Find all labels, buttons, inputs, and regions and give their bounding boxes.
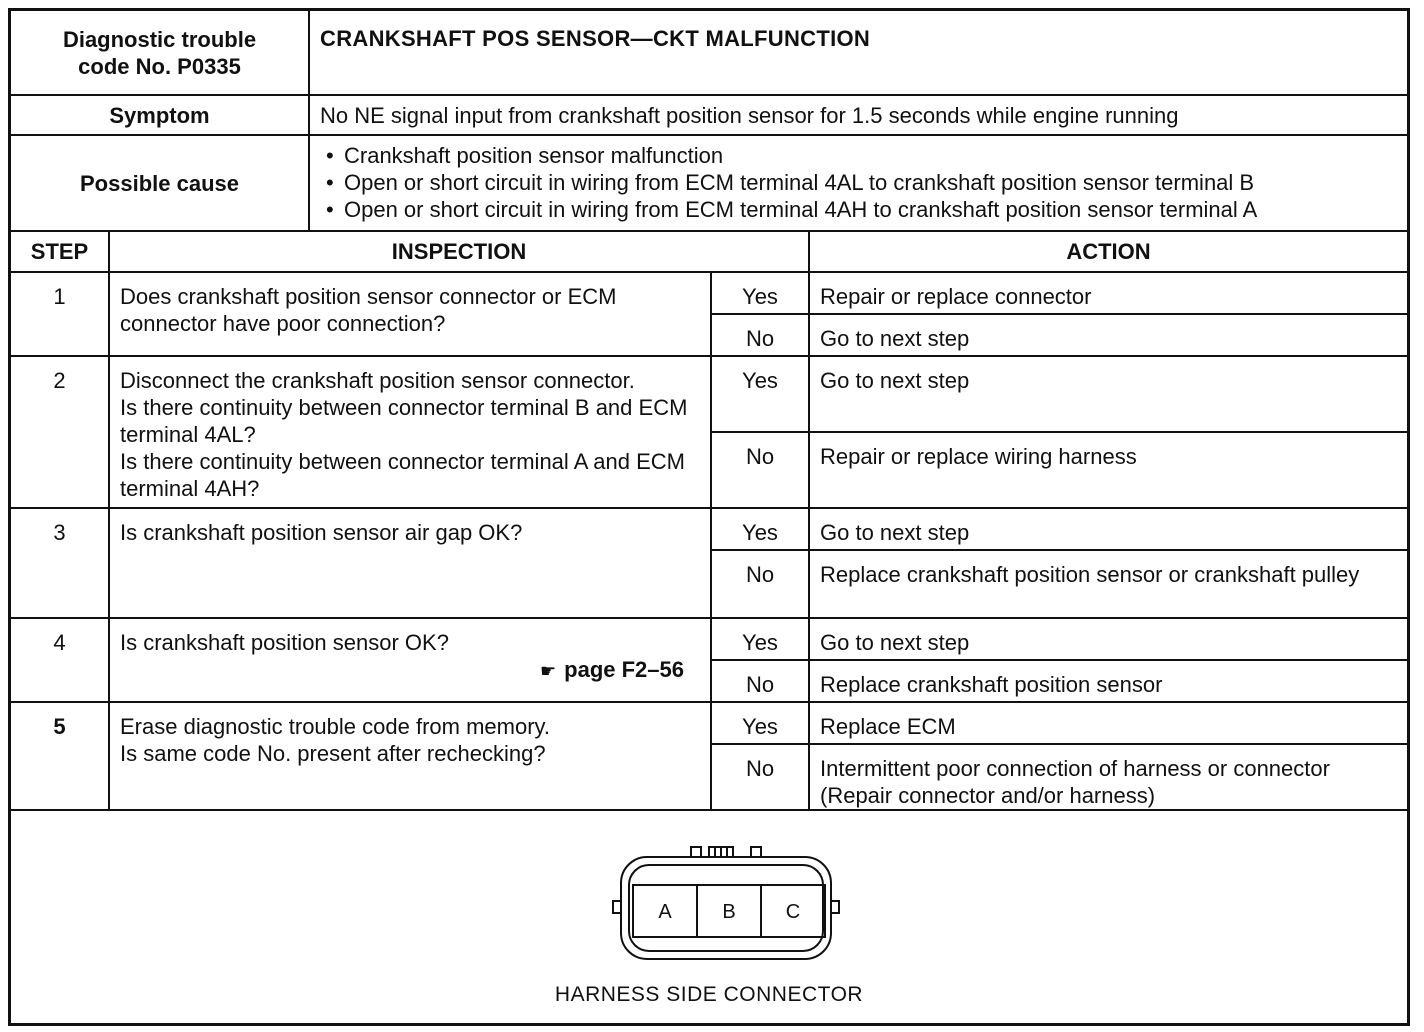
inspection-text [109,702,711,810]
yes-label: Yes [711,618,809,660]
no-label: No [711,744,809,810]
connector-side-lug [613,901,621,913]
no-action: Go to next step [809,314,1407,356]
terminal-label-a: A [658,901,672,923]
table-row [11,702,1407,744]
cause-item: • Crankshaft position sensor malfunction [320,142,1397,169]
step-number: 4 [11,618,109,702]
table-row [11,272,1407,314]
table-row [11,356,1407,432]
connector-side-lug [831,901,839,913]
yes-action: Repair or replace connector [809,272,1407,314]
yes-label: Yes [711,356,809,432]
cause-list [310,136,1407,223]
symptom-label: Symptom [11,95,309,135]
inspection-line: Is there continuity between connector terminal A and ECM terminal 4AH? [120,449,685,501]
connector-tab [751,847,761,857]
connector-figure [11,809,1407,1023]
table-row [11,618,1407,660]
column-header-step: STEP [11,232,109,272]
inspection-line: Erase diagnostic trouble code from memory. [120,714,550,739]
inspection-line: Is there continuity between connector terminal B and ECM terminal 4AL? [120,395,688,447]
yes-action: Go to next step [809,618,1407,660]
inspection-text: Is crankshaft position sensor air gap OK? [109,508,711,618]
inspection-table [11,232,1407,811]
yes-action: Go to next step [809,356,1407,432]
dtc-header-table [11,11,1407,232]
possible-cause-cell [309,135,1407,231]
yes-action: Go to next step [809,508,1407,550]
diagnostic-sheet [8,8,1410,1026]
no-label: No [711,314,809,356]
page-reference[interactable] [120,656,700,685]
action-line: (Repair connector and/or harness) [820,783,1156,808]
inspection-line: Is same code No. present after rechecking? [120,741,546,766]
yes-label: Yes [711,272,809,314]
cause-item: • Open or short circuit in wiring from ECM terminal 4AH to crankshaft position sensor terminal A [320,196,1397,223]
reference-text: page F2–56 [564,657,684,682]
symptom-text: No NE signal input from crankshaft position sensor for 1.5 seconds while engine running [309,95,1407,135]
table-row [11,508,1407,550]
no-label: No [711,432,809,508]
terminal-label-b: B [722,901,736,923]
dtc-title: CRANKSHAFT POS SENSOR—CKT MALFUNCTION [309,11,1407,95]
possible-cause-label: Possible cause [11,135,309,231]
reference-hand-icon: ☛ [540,661,557,681]
inspection-text: Does crankshaft position sensor connector or ECM connector have poor connection? [109,272,711,356]
no-action: Replace crankshaft position sensor [809,660,1407,702]
step-number: 2 [11,356,109,508]
no-action: Repair or replace wiring harness [809,432,1407,508]
harness-connector-diagram [601,839,851,969]
inspection-text [109,618,711,702]
no-action [809,744,1407,810]
column-header-inspection: INSPECTION [109,232,809,272]
no-label: No [711,660,809,702]
inspection-line: Is crankshaft position sensor OK? [120,630,449,655]
column-header-action: ACTION [809,232,1407,272]
cause-item: • Open or short circuit in wiring from ECM terminal 4AL to crankshaft position sensor terminal B [320,169,1397,196]
terminal-label-c: C [785,901,801,923]
connector-caption: HARNESS SIDE CONNECTOR [554,983,864,1006]
inspection-text [109,356,711,508]
step-number: 5 [11,702,109,810]
inspection-line: Disconnect the crankshaft position sensor connector. [120,368,635,393]
connector-tab [691,847,701,857]
dtc-code-label: Diagnostic trouble code No. P0335 [11,11,309,95]
step-number: 3 [11,508,109,618]
no-action: Replace crankshaft position sensor or crankshaft pulley [809,550,1407,618]
no-label: No [711,550,809,618]
action-line: Intermittent poor connection of harness or connector [820,756,1330,781]
yes-action: Replace ECM [809,702,1407,744]
yes-label: Yes [711,702,809,744]
yes-label: Yes [711,508,809,550]
step-number: 1 [11,272,109,356]
